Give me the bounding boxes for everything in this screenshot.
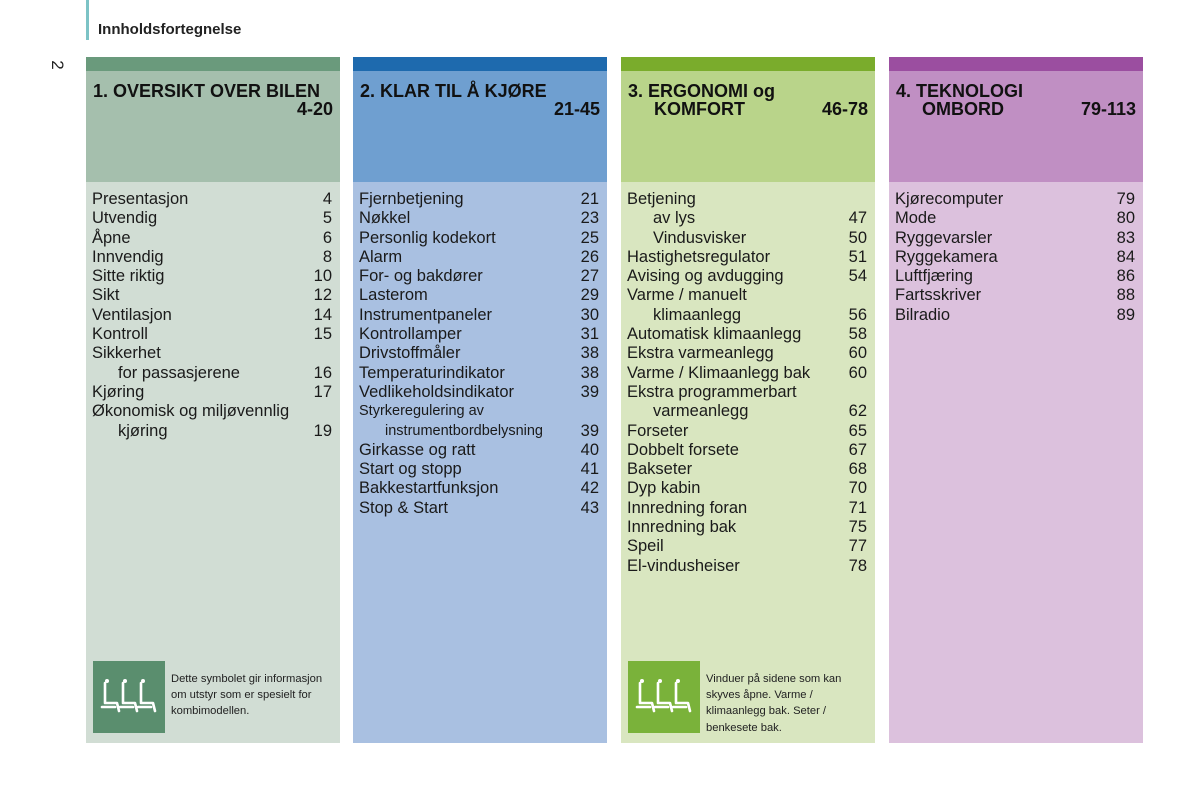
toc-entry[interactable]: Temperaturindikator 38 xyxy=(359,363,599,382)
section-body xyxy=(86,182,340,743)
section-title-line2: OMBORD xyxy=(922,99,1004,119)
toc-entry[interactable]: Varme / Klimaanlegg bak 60 xyxy=(627,363,867,382)
section-technology xyxy=(889,57,1143,743)
toc-entry[interactable]: Dyp kabin 70 xyxy=(627,479,867,498)
section-ergonomics xyxy=(621,57,875,743)
toc-entry[interactable]: Sikkerhet xyxy=(92,344,161,363)
toc-entry[interactable]: Start og stopp 41 xyxy=(359,460,599,479)
toc-entry[interactable]: Drivstoffmåler 38 xyxy=(359,344,599,363)
toc-entry[interactable]: Vedlikeholdsindikator 39 xyxy=(359,382,599,401)
toc-entry[interactable]: Ventilasjon 14 xyxy=(92,305,332,324)
page-title: Innholdsfortegnelse xyxy=(98,21,242,38)
toc-entry[interactable]: Bakkestartfunksjon 42 xyxy=(359,479,599,498)
section-title: 1. OVERSIKT OVER BILEN xyxy=(93,81,321,101)
note-text: Dette symbolet gir informasjon om utstyr som er spesielt for kombimodellen. xyxy=(171,673,323,718)
header-accent-bar xyxy=(86,0,89,40)
toc-entry[interactable]: instrumentbordbelysning 39 xyxy=(385,421,599,440)
section-page-range: 21-45 xyxy=(553,99,600,119)
page-number: 2 xyxy=(48,60,67,70)
toc-entry[interactable]: Styrkeregulering av xyxy=(359,403,484,420)
section-ready-to-drive xyxy=(353,57,607,743)
toc-entry[interactable]: Presentasjon 4 xyxy=(92,190,332,208)
section-color-strip xyxy=(86,57,340,71)
toc-entry[interactable]: Kjøring 17 xyxy=(92,382,332,401)
section-body xyxy=(621,182,875,743)
toc-entry[interactable]: Instrumentpaneler 30 xyxy=(359,305,599,324)
toc-entry[interactable]: Innredning foran 71 xyxy=(627,498,867,517)
section-body xyxy=(353,182,607,743)
toc-entry[interactable]: Bilradio 89 xyxy=(895,305,1135,324)
toc-entry[interactable]: Ekstra programmerbart xyxy=(627,382,797,401)
toc-entry[interactable]: Hastighetsregulator 51 xyxy=(627,247,867,266)
section-header[interactable] xyxy=(621,71,875,182)
section-title: 4. TEKNOLOGI xyxy=(896,81,1024,101)
toc-entry[interactable]: Fartsskriver 88 xyxy=(895,286,1135,305)
toc-entry[interactable]: Luftfjæring 86 xyxy=(895,267,1135,286)
toc-entry[interactable]: Automatisk klimaanlegg 58 xyxy=(627,325,867,344)
toc-entry[interactable]: Utvendig 5 xyxy=(92,209,332,228)
toc-entry[interactable]: Stop & Start 43 xyxy=(359,498,599,517)
toc-entry[interactable]: Personlig kodekort 25 xyxy=(359,228,599,247)
section-header[interactable] xyxy=(86,71,340,182)
section-title: 3. ERGONOMI og xyxy=(628,81,776,101)
section-header[interactable] xyxy=(353,71,607,182)
toc-entry[interactable]: Sikt 12 xyxy=(92,286,332,305)
note-text: Vinduer på sidene som kan skyves åpne. Varme / klimaanlegg bak. Seter / benkesete bak. xyxy=(706,673,842,734)
section-overview xyxy=(86,57,340,743)
toc-entry[interactable]: Lasterom 29 xyxy=(359,286,599,305)
toc-entry[interactable]: Åpne 6 xyxy=(92,228,332,247)
toc-entry[interactable]: Kontrollamper 31 xyxy=(359,325,599,344)
section-page-range: 46-78 xyxy=(821,99,868,119)
section-color-strip xyxy=(353,57,607,71)
toc-entry[interactable]: Varme / manuelt xyxy=(627,286,747,305)
combi-note xyxy=(628,661,873,733)
seat-group-icon xyxy=(93,661,165,733)
section-title: 2. KLAR TIL Å KJØRE xyxy=(360,81,547,101)
section-page-range: 4-20 xyxy=(296,99,333,119)
toc-entry[interactable]: Ryggekamera 84 xyxy=(895,247,1135,266)
section-page-range: 79-113 xyxy=(1080,99,1136,119)
toc-entry[interactable]: For- og bakdører 27 xyxy=(359,267,599,286)
toc-entry[interactable]: Avising og avdugging 54 xyxy=(627,267,867,286)
toc-entry[interactable]: Innvendig 8 xyxy=(92,247,332,266)
toc-entry[interactable]: Fjernbetjening 21 xyxy=(359,190,599,208)
toc-entry[interactable]: Dobbelt forsete 67 xyxy=(627,440,867,459)
toc-entry[interactable]: Speil 77 xyxy=(627,537,867,556)
toc-entry[interactable]: Alarm 26 xyxy=(359,247,599,266)
toc-entry[interactable]: for passasjerene 16 xyxy=(118,363,332,382)
combi-note xyxy=(93,661,338,733)
toc-entry[interactable]: klimaanlegg 56 xyxy=(653,305,867,324)
seat-group-icon xyxy=(628,661,700,733)
toc-entry[interactable]: Økonomisk og miljøvennlig xyxy=(92,402,290,421)
toc-entry[interactable]: Innredning bak 75 xyxy=(627,518,867,537)
toc-entry[interactable]: Kjørecomputer 79 xyxy=(895,190,1135,208)
toc-entry[interactable]: El-vindusheiser 78 xyxy=(627,556,867,575)
section-body xyxy=(889,182,1143,743)
section-header[interactable] xyxy=(889,71,1143,182)
toc-entry[interactable]: Ryggevarsler 83 xyxy=(895,228,1135,247)
section-color-strip xyxy=(621,57,875,71)
section-title-line2: KOMFORT xyxy=(654,99,745,119)
toc-entry[interactable]: Ekstra varmeanlegg 60 xyxy=(627,344,867,363)
toc-entry[interactable]: Kontroll 15 xyxy=(92,325,332,344)
toc-entry[interactable]: Forseter 65 xyxy=(627,421,867,440)
toc-entry[interactable]: Sitte riktig 10 xyxy=(92,267,332,286)
toc-entry[interactable]: Betjening xyxy=(627,190,696,208)
toc-entry[interactable]: Mode 80 xyxy=(895,209,1135,228)
section-color-strip xyxy=(889,57,1143,71)
toc-entry[interactable]: varmeanlegg 62 xyxy=(653,402,867,421)
toc-entry[interactable]: Girkasse og ratt 40 xyxy=(359,440,599,459)
toc-entry[interactable]: Vindusvisker 50 xyxy=(653,228,867,247)
toc-entry[interactable]: kjøring 19 xyxy=(118,421,332,440)
toc-entry[interactable]: av lys 47 xyxy=(653,209,867,228)
toc-entry[interactable]: Bakseter 68 xyxy=(627,460,867,479)
toc-entry[interactable]: Nøkkel 23 xyxy=(359,209,599,228)
